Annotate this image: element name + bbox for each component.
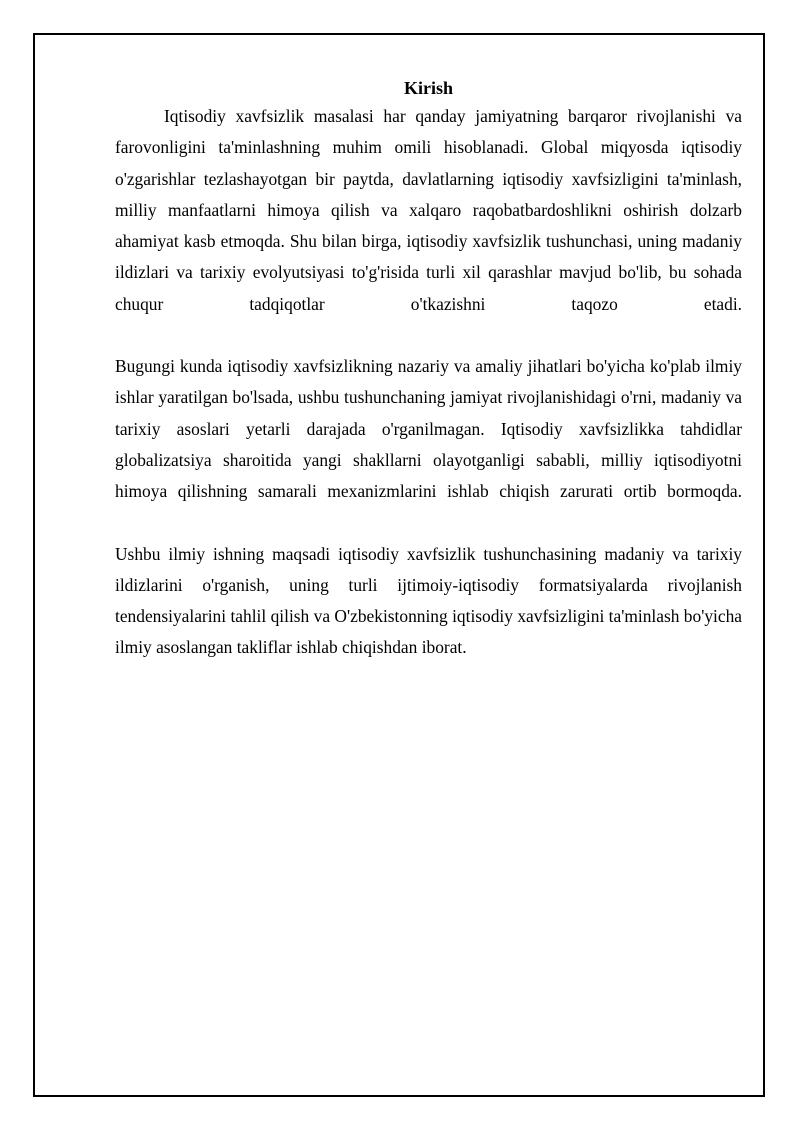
section-title: Kirish	[403, 78, 453, 98]
paragraph-research-state: Bugungi kunda iqtisodiy xavfsizlikning nazariy va amaliy jihatlari bo'yicha ko'plab ilmiy ishlar yaratilgan bo'lsada, ushbu tushunchaning jamiyat rivojlanishidagi o'rni, madaniy va tarixiy asoslari yetarli darajada o'rganilmagan. Iqtisodiy xavfsizlikka tahdidlar globalizatsiya sharoitida yangi shakllarni olayotganligi sababli, milliy iqtisodiyotni himoya qilishning samarali mexanizmlarini ishlab chiqish zarurati ortib bormoqda.	[115, 356, 742, 502]
paragraph-gap	[115, 320, 742, 351]
document-body	[115, 76, 742, 664]
paragraph-introduction: Iqtisodiy xavfsizlik masalasi har qanday jamiyatning barqaror rivojlanishi va farovonligini ta'minlashning muhim omili hisoblanadi. Global miqyosda iqtisodiy o'zgarishlar tezlashayotgan bir paytda, davlatlarning iqtisodiy xavfsizligini ta'minlash, milliy manfaatlarni himoya qilish va xalqaro raqobatbardoshlikni oshirish dolzarb ahamiyat kasb etmoqda. Shu bilan birga, iqtisodiy xavfsizlik tushunchasi, uning madaniy ildizlari va tarixiy evolyutsiyasi to'g'risida turli xil qarashlar mavjud bo'lib, bu sohada chuqur tadqiqotlar o'tkazishni taqozo etadi.	[115, 106, 742, 314]
paragraph-gap	[115, 508, 742, 539]
paragraph-research-goal: Ushbu ilmiy ishning maqsadi iqtisodiy xavfsizlik tushunchasining madaniy va tarixiy ildizlarini o'rganish, uning turli ijtimoiy-iqtisodiy formatsiyalarda rivojlanish tendensiyalarini tahlil qilish va O'zbekistonning iqtisodiy xavfsizligini ta'minlash bo'yicha ilmiy asoslangan takliflar ishlab chiqishdan iborat.	[115, 543, 742, 658]
